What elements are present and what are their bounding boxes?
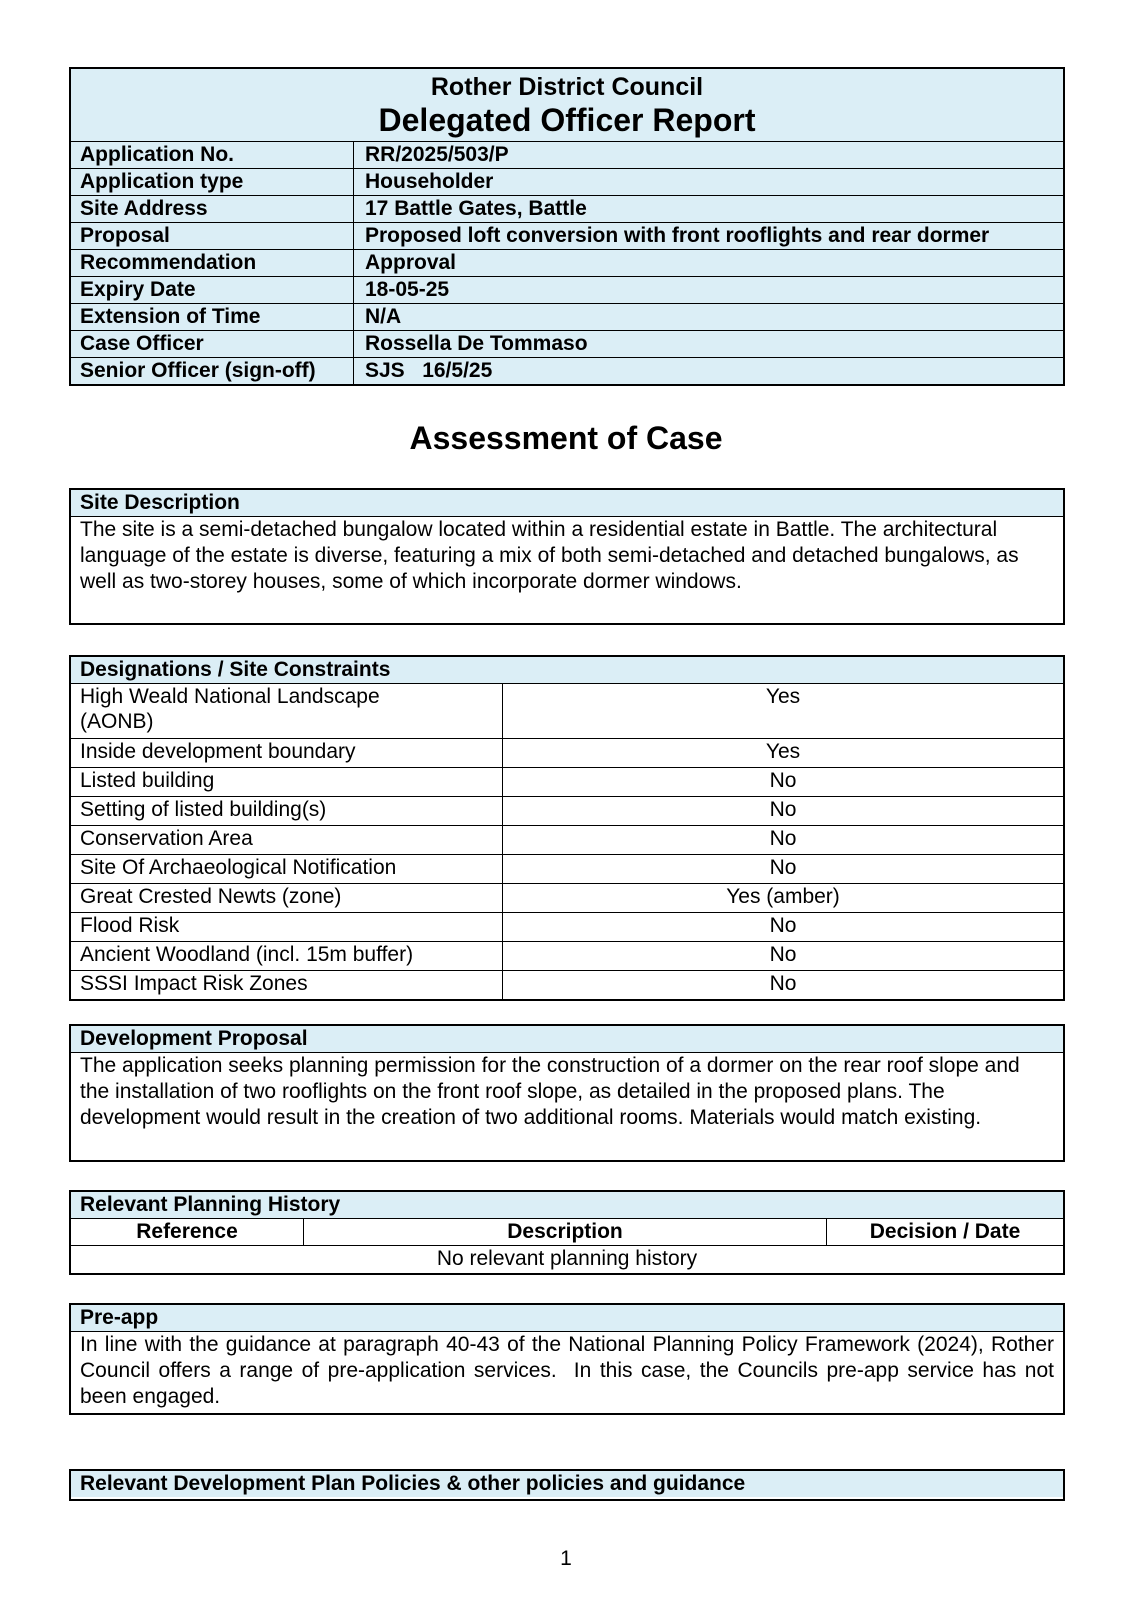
header-row	[71, 330, 1063, 357]
report-header-rows	[71, 141, 1063, 384]
designation-label: High Weald National Landscape (AONB)	[71, 684, 503, 738]
designations-table	[71, 684, 1063, 999]
history-col-description: Description	[304, 1219, 827, 1245]
header-row	[71, 195, 1063, 222]
designation-row	[71, 684, 1063, 738]
designation-label: Ancient Woodland (incl. 15m buffer)	[71, 942, 503, 970]
header-row	[71, 249, 1063, 276]
designation-row	[71, 854, 1063, 883]
report-title: Delegated Officer Report	[378, 102, 756, 138]
header-row-value: SJS 16/5/25	[365, 359, 493, 382]
designation-label: Setting of listed building(s)	[71, 797, 503, 825]
header-row-label: Expiry Date	[71, 277, 354, 303]
designation-label: Flood Risk	[71, 913, 503, 941]
designation-row	[71, 796, 1063, 825]
header-row	[71, 276, 1063, 303]
header-row-label: Recommendation	[71, 250, 354, 276]
header-row-value: 17 Battle Gates, Battle	[365, 197, 587, 220]
header-row	[71, 303, 1063, 330]
header-row-label: Extension of Time	[71, 304, 354, 330]
header-row	[71, 168, 1063, 195]
designation-value: Yes	[765, 685, 801, 708]
designation-row	[71, 825, 1063, 854]
designation-label: Great Crested Newts (zone)	[71, 884, 503, 912]
report-header-banner	[71, 69, 1063, 141]
designation-row	[71, 738, 1063, 767]
designation-value: No	[769, 827, 797, 850]
policies-section	[69, 1469, 1065, 1501]
header-row-label: Case Officer	[71, 331, 354, 357]
pre-app-section	[69, 1303, 1065, 1415]
designation-label: SSSI Impact Risk Zones	[71, 971, 503, 999]
section-heading: Relevant Planning History	[71, 1192, 1063, 1219]
designation-label: Conservation Area	[71, 826, 503, 854]
header-row-label: Application No.	[71, 142, 354, 168]
header-row	[71, 222, 1063, 249]
designation-label: Site Of Archaeological Notification	[71, 855, 503, 883]
section-heading: Site Description	[71, 490, 1063, 517]
designation-value: Yes (amber)	[726, 885, 840, 908]
planning-history-section	[69, 1190, 1065, 1275]
header-row-value: RR/2025/503/P	[365, 143, 509, 166]
page-number: 1	[560, 1547, 572, 1570]
designation-label: Listed building	[71, 768, 503, 796]
pre-app-text: In line with the guidance at paragraph 40-43 of the National Planning Policy Framework (2024), Rother Council offers a range of pre-application services. In this case, the Councils pre-app service has not been engaged.	[80, 1333, 1060, 1408]
designation-value: Yes	[765, 740, 801, 763]
designation-value: No	[769, 943, 797, 966]
section-heading: Pre-app	[71, 1305, 1063, 1332]
section-heading: Relevant Development Plan Policies & other policies and guidance	[71, 1471, 1063, 1497]
designation-row	[71, 883, 1063, 912]
header-row-value: Householder	[365, 170, 494, 193]
header-row-value: Proposed loft conversion with front rooflights and rear dormer	[365, 224, 990, 247]
designation-value: No	[769, 798, 797, 821]
history-empty-row: No relevant planning history	[436, 1247, 698, 1270]
designation-row	[71, 912, 1063, 941]
history-col-reference: Reference	[71, 1219, 304, 1245]
designation-value: No	[769, 769, 797, 792]
designation-row	[71, 767, 1063, 796]
site-description-section	[69, 488, 1065, 625]
header-row-value: Approval	[365, 251, 457, 274]
development-proposal-section	[69, 1024, 1065, 1162]
header-row	[71, 357, 1063, 384]
history-column-headers	[71, 1219, 1063, 1246]
section-heading: Designations / Site Constraints	[71, 657, 1063, 684]
report-header-table	[69, 67, 1065, 386]
designation-label: Inside development boundary	[71, 739, 503, 767]
designation-row	[71, 970, 1063, 999]
header-row-label: Application type	[71, 169, 354, 195]
designations-section	[69, 655, 1065, 1001]
designation-row	[71, 941, 1063, 970]
designation-value: No	[769, 914, 797, 937]
designation-value: No	[769, 972, 797, 995]
header-row-label: Senior Officer (sign-off)	[71, 358, 354, 384]
header-row-label: Proposal	[71, 223, 354, 249]
site-description-text: The site is a semi-detached bungalow located within a residential estate in Battle. The architectural language of the estate is diverse, featuring a mix of both semi-detached and detached bungalows, as well as two-storey houses, some of which incorporate dormer windows.	[80, 518, 1019, 593]
section-heading: Development Proposal	[71, 1026, 1063, 1053]
header-row-value: Rossella De Tommaso	[365, 332, 588, 355]
development-proposal-text: The application seeks planning permission for the construction of a dormer on the rear roof slope and the installation of two rooflights on the front roof slope, as detailed in the proposed plans. The development would result in the creation of two additional rooms. Materials would match existing.	[80, 1054, 1020, 1129]
header-row	[71, 141, 1063, 168]
designation-value: No	[769, 856, 797, 879]
header-row-value: N/A	[365, 305, 402, 328]
header-row-label: Site Address	[71, 196, 354, 222]
header-row-value: 18-05-25	[365, 278, 450, 301]
history-col-decision: Decision / Date	[869, 1220, 1021, 1243]
assessment-title: Assessment of Case	[409, 420, 723, 456]
council-name: Rother District Council	[430, 73, 704, 101]
